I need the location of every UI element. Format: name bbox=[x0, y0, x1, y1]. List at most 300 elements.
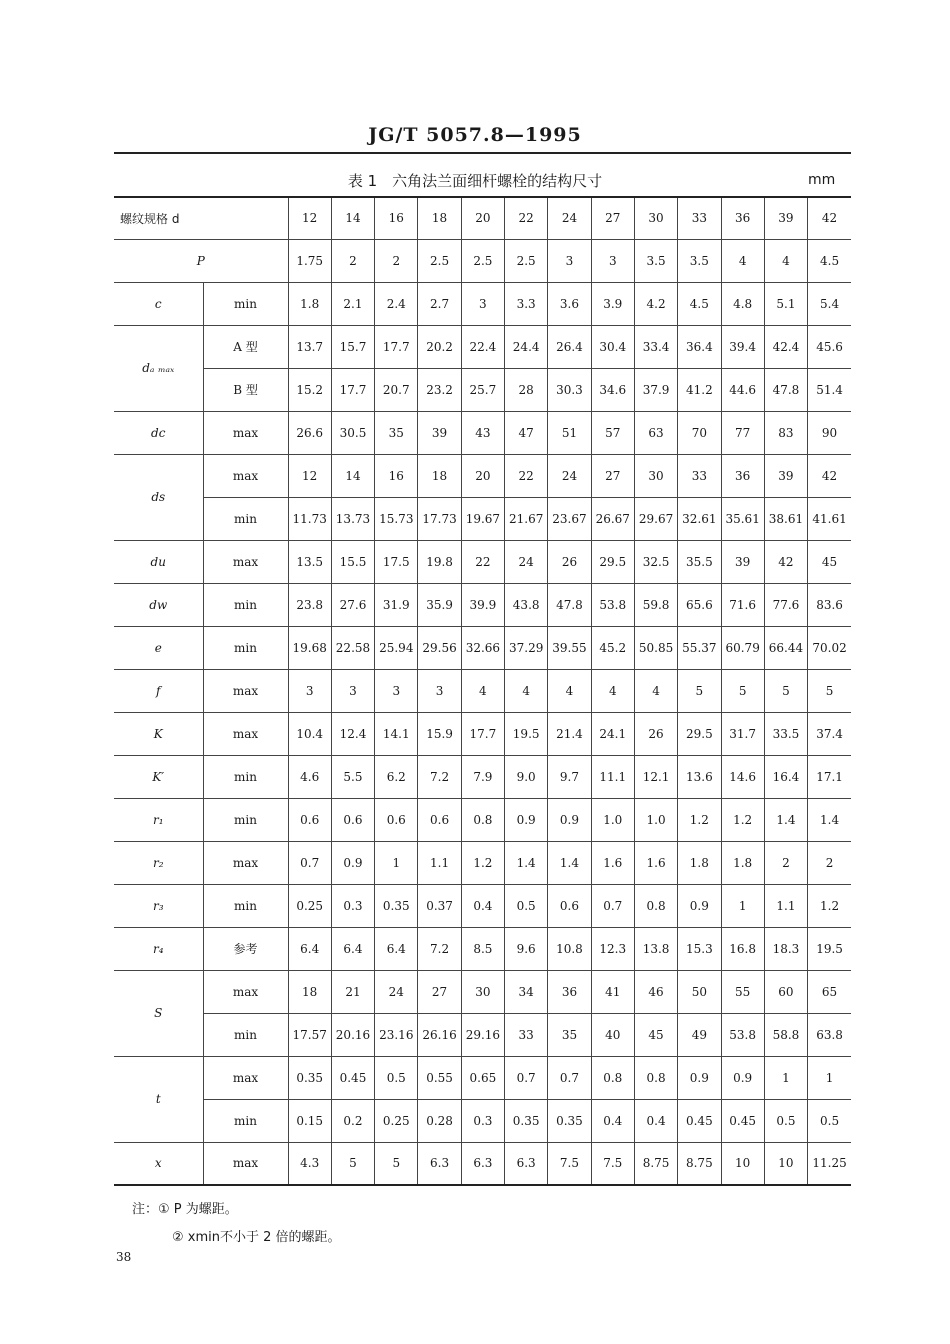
table-cell: 0.9 bbox=[331, 841, 374, 884]
size-header: 12 bbox=[288, 197, 331, 239]
table-cell: 41.2 bbox=[678, 368, 721, 411]
table-cell: 3 bbox=[288, 669, 331, 712]
table-cell: 26.4 bbox=[548, 325, 591, 368]
table-cell: 34.6 bbox=[591, 368, 634, 411]
table-row bbox=[114, 884, 851, 927]
header-row bbox=[114, 197, 851, 239]
table-cell: 14.6 bbox=[721, 755, 764, 798]
table-cell: 9.0 bbox=[505, 755, 548, 798]
table-cell: 55 bbox=[721, 970, 764, 1013]
table-cell: 1.0 bbox=[634, 798, 677, 841]
table-row bbox=[114, 626, 851, 669]
table-cell: 47 bbox=[505, 411, 548, 454]
param-condition: max bbox=[203, 669, 288, 712]
table-cell: 0.6 bbox=[331, 798, 374, 841]
table-cell: 0.35 bbox=[505, 1099, 548, 1142]
table-cell: 16.8 bbox=[721, 927, 764, 970]
table-cell: 49 bbox=[678, 1013, 721, 1056]
param-symbol: t bbox=[114, 1056, 203, 1142]
table-cell: 0.37 bbox=[418, 884, 461, 927]
size-header: 33 bbox=[678, 197, 721, 239]
table-cell: 39 bbox=[721, 540, 764, 583]
table-cell: 7.2 bbox=[418, 755, 461, 798]
table-cell: 13.5 bbox=[288, 540, 331, 583]
table-cell: 18 bbox=[418, 454, 461, 497]
table-cell: 29.16 bbox=[461, 1013, 504, 1056]
table-cell: 28 bbox=[505, 368, 548, 411]
table-cell: 32.5 bbox=[634, 540, 677, 583]
table-cell: 27 bbox=[418, 970, 461, 1013]
table-cell: 4.6 bbox=[288, 755, 331, 798]
table-cell: 2 bbox=[331, 239, 374, 282]
table-cell: 1.2 bbox=[461, 841, 504, 884]
param-condition: min bbox=[203, 497, 288, 540]
param-condition: B 型 bbox=[203, 368, 288, 411]
table-row bbox=[114, 970, 851, 1013]
param-symbol: K′ bbox=[114, 755, 203, 798]
table-cell: 17.7 bbox=[461, 712, 504, 755]
table-cell: 39.55 bbox=[548, 626, 591, 669]
table-cell: 65.6 bbox=[678, 583, 721, 626]
table-cell: 32.61 bbox=[678, 497, 721, 540]
table-cell: 1.8 bbox=[288, 282, 331, 325]
param-condition: min bbox=[203, 583, 288, 626]
table-cell: 15.5 bbox=[331, 540, 374, 583]
table-cell: 13.7 bbox=[288, 325, 331, 368]
table-cell: 19.68 bbox=[288, 626, 331, 669]
table-cell: 20 bbox=[461, 454, 504, 497]
table-cell: 3 bbox=[418, 669, 461, 712]
table-cell: 42 bbox=[764, 540, 807, 583]
table-cell: 15.7 bbox=[331, 325, 374, 368]
table-cell: 30.3 bbox=[548, 368, 591, 411]
table-row bbox=[114, 1099, 851, 1142]
table-cell: 1.8 bbox=[678, 841, 721, 884]
table-cell: 26.6 bbox=[288, 411, 331, 454]
table-cell: 45 bbox=[634, 1013, 677, 1056]
table-cell: 0.8 bbox=[634, 884, 677, 927]
table-row bbox=[114, 1013, 851, 1056]
table-cell: 1.2 bbox=[721, 798, 764, 841]
table-cell: 26 bbox=[634, 712, 677, 755]
table-cell: 0.45 bbox=[721, 1099, 764, 1142]
table-cell: 45.6 bbox=[808, 325, 851, 368]
table-cell: 2.5 bbox=[505, 239, 548, 282]
table-cell: 13.73 bbox=[331, 497, 374, 540]
param-symbol: dc bbox=[114, 411, 203, 454]
table-row bbox=[114, 239, 851, 282]
size-header: 18 bbox=[418, 197, 461, 239]
table-cell: 21.4 bbox=[548, 712, 591, 755]
table-cell: 0.7 bbox=[591, 884, 634, 927]
table-title: 表 1 六角法兰面细杆螺栓的结构尺寸 bbox=[347, 172, 603, 190]
table-cell: 0.2 bbox=[331, 1099, 374, 1142]
param-condition: min bbox=[203, 798, 288, 841]
table-cell: 24.1 bbox=[591, 712, 634, 755]
table-cell: 0.6 bbox=[375, 798, 418, 841]
table-cell: 17.1 bbox=[808, 755, 851, 798]
table-cell: 36 bbox=[548, 970, 591, 1013]
param-symbol: f bbox=[114, 669, 203, 712]
table-cell: 22.58 bbox=[331, 626, 374, 669]
table-cell: 0.9 bbox=[678, 1056, 721, 1099]
table-cell: 33.4 bbox=[634, 325, 677, 368]
table-cell: 0.4 bbox=[461, 884, 504, 927]
size-header: 42 bbox=[808, 197, 851, 239]
param-condition: 参考 bbox=[203, 927, 288, 970]
table-cell: 29.5 bbox=[678, 712, 721, 755]
table-cell: 21 bbox=[331, 970, 374, 1013]
table-row bbox=[114, 411, 851, 454]
table-cell: 1.2 bbox=[678, 798, 721, 841]
table-cell: 31.7 bbox=[721, 712, 764, 755]
table-cell: 6.3 bbox=[461, 1142, 504, 1185]
table-cell: 3.9 bbox=[591, 282, 634, 325]
table-cell: 1.0 bbox=[591, 798, 634, 841]
table-cell: 63 bbox=[634, 411, 677, 454]
table-cell: 42.4 bbox=[764, 325, 807, 368]
table-cell: 0.8 bbox=[591, 1056, 634, 1099]
table-cell: 37.29 bbox=[505, 626, 548, 669]
table-cell: 10.8 bbox=[548, 927, 591, 970]
table-cell: 4.5 bbox=[808, 239, 851, 282]
table-cell: 15.9 bbox=[418, 712, 461, 755]
table-cell: 4.3 bbox=[288, 1142, 331, 1185]
param-condition: max bbox=[203, 970, 288, 1013]
table-cell: 32.66 bbox=[461, 626, 504, 669]
table-row bbox=[114, 583, 851, 626]
table-cell: 26.16 bbox=[418, 1013, 461, 1056]
param-symbol: c bbox=[114, 282, 203, 325]
table-cell: 1.4 bbox=[505, 841, 548, 884]
table-cell: 10.4 bbox=[288, 712, 331, 755]
table-cell: 35.9 bbox=[418, 583, 461, 626]
table-cell: 41.61 bbox=[808, 497, 851, 540]
table-cell: 0.55 bbox=[418, 1056, 461, 1099]
table-cell: 6.4 bbox=[375, 927, 418, 970]
table-cell: 29.67 bbox=[634, 497, 677, 540]
note-1: 注：① P 为螺距。 bbox=[132, 1202, 238, 1217]
table-cell: 3 bbox=[375, 669, 418, 712]
table-cell: 39.4 bbox=[721, 325, 764, 368]
table-cell: 25.7 bbox=[461, 368, 504, 411]
table-cell: 47.8 bbox=[548, 583, 591, 626]
table-cell: 35 bbox=[548, 1013, 591, 1056]
table-row bbox=[114, 454, 851, 497]
size-header: 20 bbox=[461, 197, 504, 239]
table-cell: 0.4 bbox=[634, 1099, 677, 1142]
table-cell: 4.2 bbox=[634, 282, 677, 325]
table-cell: 34 bbox=[505, 970, 548, 1013]
param-symbol: K bbox=[114, 712, 203, 755]
table-cell: 39 bbox=[764, 454, 807, 497]
table-cell: 0.45 bbox=[678, 1099, 721, 1142]
table-cell: 50.85 bbox=[634, 626, 677, 669]
table-cell: 33 bbox=[678, 454, 721, 497]
size-header: 22 bbox=[505, 197, 548, 239]
table-cell: 10 bbox=[764, 1142, 807, 1185]
table-cell: 0.6 bbox=[288, 798, 331, 841]
table-cell: 0.9 bbox=[548, 798, 591, 841]
param-symbol: du bbox=[114, 540, 203, 583]
param-condition: max bbox=[203, 841, 288, 884]
table-cell: 21.67 bbox=[505, 497, 548, 540]
table-cell: 7.2 bbox=[418, 927, 461, 970]
param-condition: min bbox=[203, 755, 288, 798]
table-cell: 19.8 bbox=[418, 540, 461, 583]
table-cell: 33.5 bbox=[764, 712, 807, 755]
table-cell: 10 bbox=[721, 1142, 764, 1185]
table-cell: 53.8 bbox=[591, 583, 634, 626]
table-cell: 2.5 bbox=[418, 239, 461, 282]
table-cell: 0.5 bbox=[375, 1056, 418, 1099]
table-cell: 0.9 bbox=[721, 1056, 764, 1099]
table-cell: 12.4 bbox=[331, 712, 374, 755]
table-row bbox=[114, 798, 851, 841]
table-cell: 17.7 bbox=[331, 368, 374, 411]
table-cell: 12 bbox=[288, 454, 331, 497]
param-condition: min bbox=[203, 626, 288, 669]
table-row bbox=[114, 841, 851, 884]
table-cell: 13.6 bbox=[678, 755, 721, 798]
table-cell: 1 bbox=[721, 884, 764, 927]
param-condition: min bbox=[203, 884, 288, 927]
table-cell: 63.8 bbox=[808, 1013, 851, 1056]
table-row bbox=[114, 1056, 851, 1099]
table-cell: 8.75 bbox=[678, 1142, 721, 1185]
table-cell: 0.6 bbox=[418, 798, 461, 841]
table-cell: 23.67 bbox=[548, 497, 591, 540]
table-cell: 45 bbox=[808, 540, 851, 583]
standard-code: JG/T 5057.8—1995 bbox=[368, 124, 582, 146]
table-cell: 12.3 bbox=[591, 927, 634, 970]
size-header: 27 bbox=[591, 197, 634, 239]
param-symbol: r₁ bbox=[114, 798, 203, 841]
table-cell: 3 bbox=[548, 239, 591, 282]
table-cell: 6.4 bbox=[288, 927, 331, 970]
param-symbol: x bbox=[114, 1142, 203, 1185]
size-header: 36 bbox=[721, 197, 764, 239]
table-cell: 0.3 bbox=[461, 1099, 504, 1142]
table-cell: 17.73 bbox=[418, 497, 461, 540]
table-cell: 5.4 bbox=[808, 282, 851, 325]
table-cell: 17.7 bbox=[375, 325, 418, 368]
table-cell: 1.75 bbox=[288, 239, 331, 282]
table-cell: 2 bbox=[375, 239, 418, 282]
table-cell: 1.8 bbox=[721, 841, 764, 884]
table-cell: 58.8 bbox=[764, 1013, 807, 1056]
table-cell: 20.2 bbox=[418, 325, 461, 368]
table-cell: 5.5 bbox=[331, 755, 374, 798]
table-cell: 1 bbox=[808, 1056, 851, 1099]
note-2: ② xmin不小于 2 倍的螺距。 bbox=[172, 1230, 341, 1245]
table-cell: 4 bbox=[721, 239, 764, 282]
param-symbol: S bbox=[114, 970, 203, 1056]
table-cell: 0.3 bbox=[331, 884, 374, 927]
table-cell: 50 bbox=[678, 970, 721, 1013]
table-cell: 4 bbox=[505, 669, 548, 712]
table-cell: 59.8 bbox=[634, 583, 677, 626]
table-cell: 3 bbox=[461, 282, 504, 325]
param-symbol: dw bbox=[114, 583, 203, 626]
param-symbol: dₐ ₘₐₓ bbox=[114, 325, 203, 411]
table-cell: 4 bbox=[764, 239, 807, 282]
table-row bbox=[114, 1142, 851, 1185]
table-cell: 0.7 bbox=[288, 841, 331, 884]
table-cell: 0.35 bbox=[548, 1099, 591, 1142]
table-cell: 8.75 bbox=[634, 1142, 677, 1185]
table-cell: 43.8 bbox=[505, 583, 548, 626]
param-condition: min bbox=[203, 282, 288, 325]
table-cell: 77.6 bbox=[764, 583, 807, 626]
table-cell: 1.4 bbox=[808, 798, 851, 841]
table-cell: 14.1 bbox=[375, 712, 418, 755]
table-cell: 6.4 bbox=[331, 927, 374, 970]
table-cell: 27 bbox=[591, 454, 634, 497]
table-cell: 0.5 bbox=[764, 1099, 807, 1142]
table-cell: 46 bbox=[634, 970, 677, 1013]
table-cell: 3 bbox=[331, 669, 374, 712]
table-cell: 0.45 bbox=[331, 1056, 374, 1099]
table-cell: 11.25 bbox=[808, 1142, 851, 1185]
table-cell: 22 bbox=[461, 540, 504, 583]
table-cell: 0.9 bbox=[505, 798, 548, 841]
table-cell: 3.5 bbox=[634, 239, 677, 282]
page-number: 38 bbox=[116, 1250, 132, 1264]
table-cell: 5 bbox=[375, 1142, 418, 1185]
table-cell: 0.6 bbox=[548, 884, 591, 927]
table-cell: 0.35 bbox=[375, 884, 418, 927]
table-cell: 16 bbox=[375, 454, 418, 497]
table-cell: 2 bbox=[808, 841, 851, 884]
table-cell: 29.56 bbox=[418, 626, 461, 669]
table-cell: 4 bbox=[634, 669, 677, 712]
table-cell: 29.5 bbox=[591, 540, 634, 583]
param-symbol: ds bbox=[114, 454, 203, 540]
param-condition: max bbox=[203, 454, 288, 497]
table-cell: 24 bbox=[505, 540, 548, 583]
table-cell: 0.25 bbox=[288, 884, 331, 927]
param-condition: max bbox=[203, 540, 288, 583]
table-row bbox=[114, 927, 851, 970]
table-cell: 1 bbox=[764, 1056, 807, 1099]
table-cell: 2.1 bbox=[331, 282, 374, 325]
table-cell: 35.61 bbox=[721, 497, 764, 540]
table-cell: 6.2 bbox=[375, 755, 418, 798]
table-cell: 0.65 bbox=[461, 1056, 504, 1099]
table-cell: 11.73 bbox=[288, 497, 331, 540]
table-cell: 26.67 bbox=[591, 497, 634, 540]
table-cell: 66.44 bbox=[764, 626, 807, 669]
table-cell: 40 bbox=[591, 1013, 634, 1056]
table-cell: 7.5 bbox=[591, 1142, 634, 1185]
param-condition: max bbox=[203, 1142, 288, 1185]
table-cell: 15.2 bbox=[288, 368, 331, 411]
table-cell: 35.5 bbox=[678, 540, 721, 583]
table-cell: 77 bbox=[721, 411, 764, 454]
table-cell: 60 bbox=[764, 970, 807, 1013]
table-cell: 2.4 bbox=[375, 282, 418, 325]
table-cell: 5 bbox=[764, 669, 807, 712]
table-cell: 70 bbox=[678, 411, 721, 454]
param-condition: max bbox=[203, 712, 288, 755]
table-cell: 23.8 bbox=[288, 583, 331, 626]
table-cell: 7.9 bbox=[461, 755, 504, 798]
table-cell: 90 bbox=[808, 411, 851, 454]
table-cell: 6.3 bbox=[418, 1142, 461, 1185]
table-cell: 15.73 bbox=[375, 497, 418, 540]
table-cell: 18.3 bbox=[764, 927, 807, 970]
table-cell: 53.8 bbox=[721, 1013, 764, 1056]
table-cell: 4.5 bbox=[678, 282, 721, 325]
table-cell: 70.02 bbox=[808, 626, 851, 669]
param-symbol: P bbox=[114, 239, 288, 282]
table-cell: 3.5 bbox=[678, 239, 721, 282]
table-cell: 8.5 bbox=[461, 927, 504, 970]
param-symbol: e bbox=[114, 626, 203, 669]
table-cell: 27.6 bbox=[331, 583, 374, 626]
table-cell: 12.1 bbox=[634, 755, 677, 798]
table-cell: 26 bbox=[548, 540, 591, 583]
table-cell: 17.57 bbox=[288, 1013, 331, 1056]
table-cell: 2.7 bbox=[418, 282, 461, 325]
table-cell: 51 bbox=[548, 411, 591, 454]
table-cell: 1.1 bbox=[764, 884, 807, 927]
param-condition: min bbox=[203, 1013, 288, 1056]
table-cell: 0.5 bbox=[808, 1099, 851, 1142]
table-cell: 19.67 bbox=[461, 497, 504, 540]
table-row bbox=[114, 712, 851, 755]
table-cell: 35 bbox=[375, 411, 418, 454]
table-cell: 20.16 bbox=[331, 1013, 374, 1056]
table-cell: 19.5 bbox=[808, 927, 851, 970]
table-cell: 41 bbox=[591, 970, 634, 1013]
table-cell: 23.2 bbox=[418, 368, 461, 411]
table-cell: 30 bbox=[461, 970, 504, 1013]
table-cell: 24 bbox=[375, 970, 418, 1013]
table-cell: 2 bbox=[764, 841, 807, 884]
table-cell: 57 bbox=[591, 411, 634, 454]
table-cell: 15.3 bbox=[678, 927, 721, 970]
param-condition: min bbox=[203, 1099, 288, 1142]
table-cell: 1.1 bbox=[418, 841, 461, 884]
table-cell: 36.4 bbox=[678, 325, 721, 368]
table-cell: 4 bbox=[591, 669, 634, 712]
table-row bbox=[114, 368, 851, 411]
table-cell: 65 bbox=[808, 970, 851, 1013]
table-cell: 43 bbox=[461, 411, 504, 454]
table-cell: 71.6 bbox=[721, 583, 764, 626]
table-cell: 55.37 bbox=[678, 626, 721, 669]
table-cell: 17.5 bbox=[375, 540, 418, 583]
size-header: 30 bbox=[634, 197, 677, 239]
table-cell: 31.9 bbox=[375, 583, 418, 626]
table-cell: 83.6 bbox=[808, 583, 851, 626]
table-cell: 36 bbox=[721, 454, 764, 497]
table-cell: 13.8 bbox=[634, 927, 677, 970]
table-cell: 6.3 bbox=[505, 1142, 548, 1185]
param-condition: A 型 bbox=[203, 325, 288, 368]
table-cell: 4 bbox=[548, 669, 591, 712]
table-cell: 9.7 bbox=[548, 755, 591, 798]
table-cell: 0.4 bbox=[591, 1099, 634, 1142]
table-cell: 24.4 bbox=[505, 325, 548, 368]
table-cell: 18 bbox=[288, 970, 331, 1013]
table-cell: 0.35 bbox=[288, 1056, 331, 1099]
table-cell: 47.8 bbox=[764, 368, 807, 411]
table-cell: 20.7 bbox=[375, 368, 418, 411]
spec-label: 螺纹规格 d bbox=[114, 197, 288, 239]
